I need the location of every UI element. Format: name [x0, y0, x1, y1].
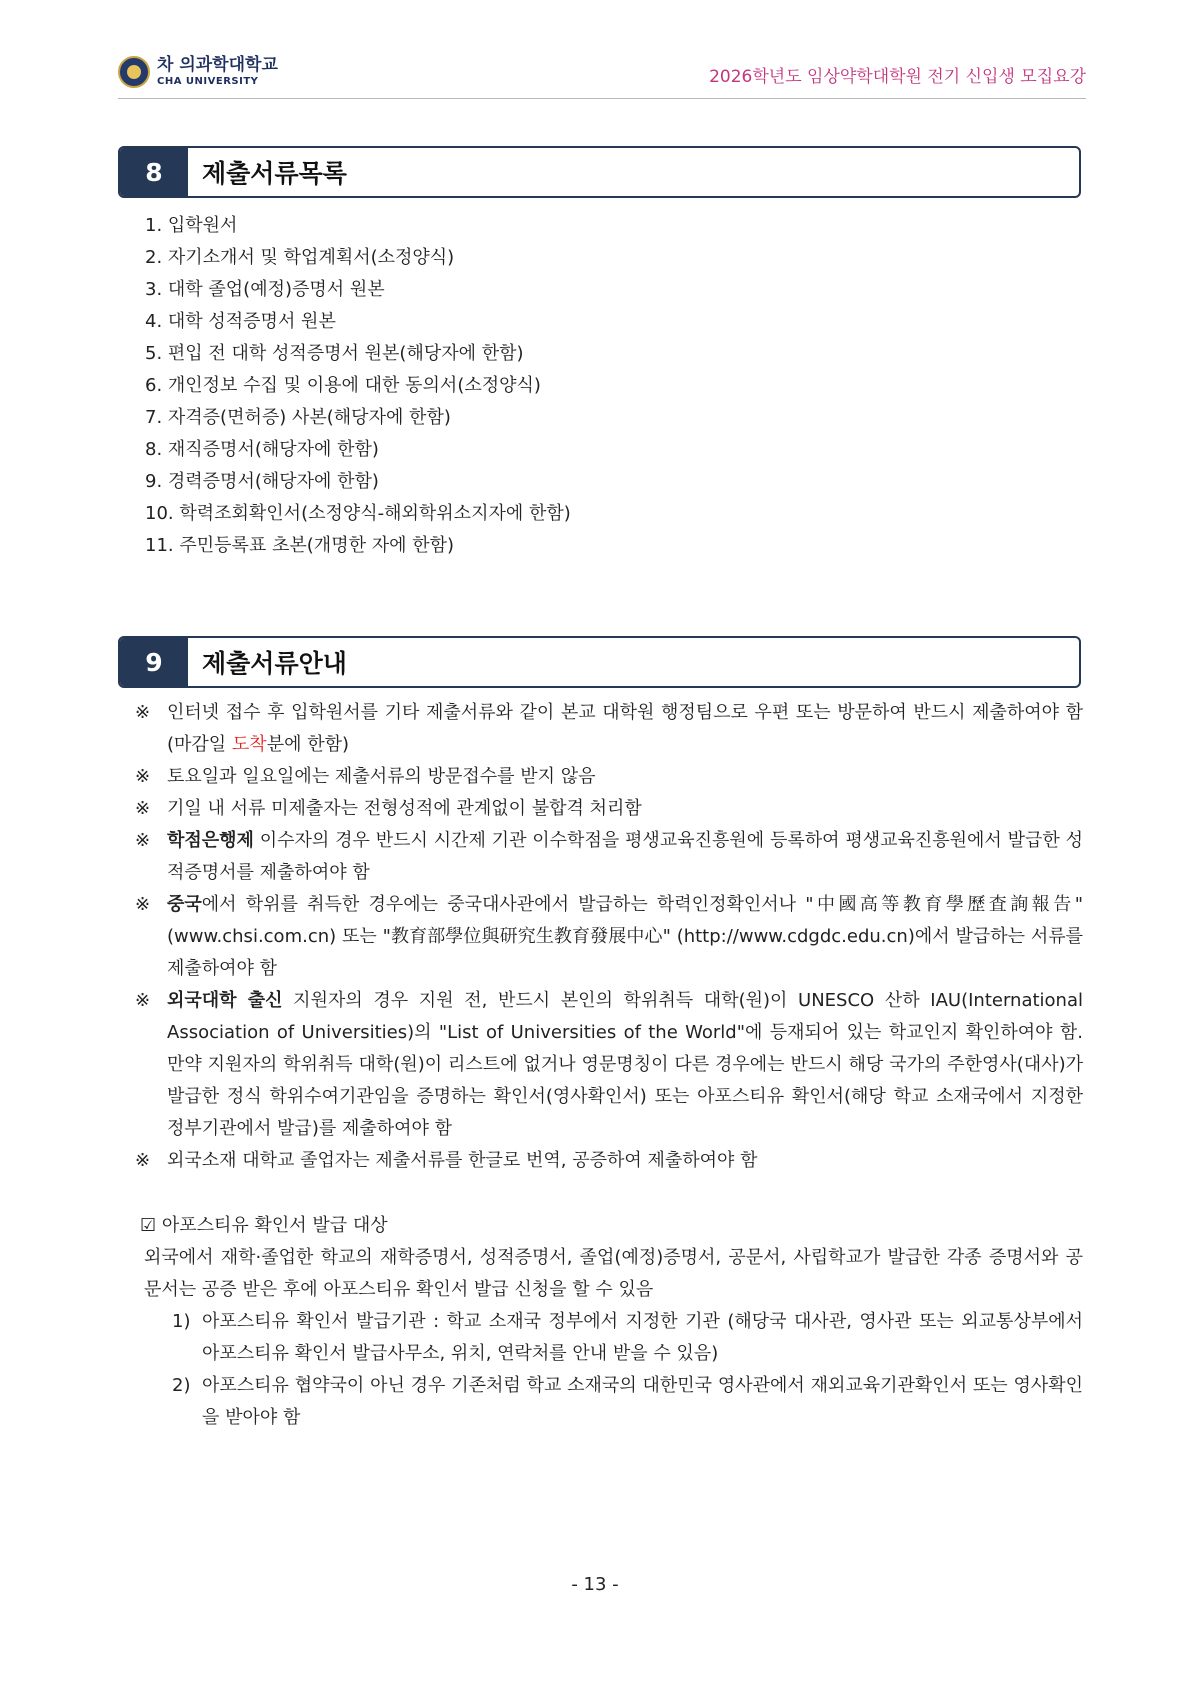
logo-korean-name: 차 의과학대학교 — [157, 55, 278, 75]
apostille-description: 외국에서 재학·졸업한 학교의 재학증명서, 성적증명서, 졸업(예정)증명서, 공문서, 사립학교가 발급한 각종 증명서와 공문서는 공증 받은 후에 아포스티유 확인서 발급 신청을 할 수 있음 — [144, 1247, 1083, 1300]
reference-mark-icon: ※ — [135, 798, 151, 819]
document-title: 2026학년도 임상약학대학원 전기 신입생 모집요강 — [709, 67, 1086, 87]
note-item: ※ 기일 내 서류 미제출자는 전형성적에 관계없이 불합격 처리함 — [135, 793, 1083, 825]
list-item: 9. 경력증명서(해당자에 한함) — [145, 471, 379, 492]
submission-notes — [135, 697, 1083, 1177]
note-item: ※ 인터넷 접수 후 입학원서를 기타 제출서류와 같이 본교 대학원 행정팀으로 우편 또는 방문하여 반드시 제출하여야 함(마감일 도착분에 한함) — [135, 697, 1083, 761]
reference-mark-icon: ※ — [135, 766, 151, 787]
section-9-heading — [118, 636, 1081, 688]
list-item: 6. 개인정보 수집 및 이용에 대한 동의서(소정양식) — [145, 375, 541, 396]
note-item: ※ 학점은행제 이수자의 경우 반드시 시간제 기관 이수학점을 평생교육진흥원에 등록하여 평생교육진흥원에서 발급한 성적증명서를 제출하여야 함 — [135, 825, 1083, 889]
note-item: ※ 외국소재 대학교 졸업자는 제출서류를 한글로 번역, 공증하여 제출하여야 함 — [135, 1145, 1083, 1177]
reference-mark-icon: ※ — [135, 990, 151, 1011]
apostille-item: 2) 아포스티유 협약국이 아닌 경우 기존처럼 학교 소재국의 대한민국 영사관에서 재외교육기관확인서 또는 영사확인을 받아야 함 — [172, 1370, 1083, 1434]
section-title: 제출서류목록 — [202, 159, 347, 188]
list-item: 7. 자격증(면허증) 사본(해당자에 한함) — [145, 407, 451, 428]
apostille-heading: ☑ 아포스티유 확인서 발급 대상 — [140, 1215, 388, 1236]
apostille-item: 1) 아포스티유 확인서 발급기관 : 학교 소재국 정부에서 지정한 기관 (해당국 대사관, 영사관 또는 외교통상부에서 아포스티유 확인서 발급사무소, 위치, 연락처를 안내 받을 수 있음) — [172, 1306, 1083, 1370]
reference-mark-icon: ※ — [135, 702, 151, 723]
reference-mark-icon: ※ — [135, 894, 151, 915]
note-item: ※ 토요일과 일요일에는 제출서류의 방문접수를 받지 않음 — [135, 761, 1083, 793]
list-item: 4. 대학 성적증명서 원본 — [145, 311, 336, 332]
section-8-heading — [118, 146, 1081, 198]
list-item: 1. 입학원서 — [145, 215, 238, 236]
apostille-list — [172, 1306, 1083, 1434]
list-item: 8. 재직증명서(해당자에 한함) — [145, 439, 379, 460]
section-number: 9 — [120, 638, 188, 686]
required-documents-list — [145, 210, 571, 562]
university-seal-icon — [118, 56, 150, 88]
emphasis-red: 도착 — [231, 734, 267, 755]
section-number: 8 — [120, 148, 188, 196]
emphasis-bold: 학점은행제 — [167, 830, 254, 851]
emphasis-bold: 중국 — [167, 894, 202, 915]
section-title: 제출서류안내 — [202, 649, 347, 678]
item-number: 1) — [172, 1311, 191, 1332]
emphasis-bold: 외국대학 출신 — [167, 990, 283, 1011]
note-item: ※ 중국에서 학위를 취득한 경우에는 중국대사관에서 발급하는 학력인정확인서나 "中國高等教育學歷査詢報告" (www.chsi.com.cn) 또는 "教育部學位與研究生教育發展中心" (http://www.cdgdc.edu.cn)에서 발급하는 서류를 제출하여야 함 — [135, 889, 1083, 985]
list-item: 11. 주민등록표 초본(개명한 자에 한함) — [145, 535, 454, 556]
reference-mark-icon: ※ — [135, 830, 151, 851]
page-number: - 13 - — [571, 1574, 619, 1595]
list-item: 3. 대학 졸업(예정)증명서 원본 — [145, 279, 385, 300]
reference-mark-icon: ※ — [135, 1150, 151, 1171]
list-item: 5. 편입 전 대학 성적증명서 원본(해당자에 한함) — [145, 343, 524, 364]
page-header — [118, 52, 1086, 99]
list-item: 2. 자기소개서 및 학업계획서(소정양식) — [145, 247, 455, 268]
note-item: ※ 외국대학 출신 지원자의 경우 지원 전, 반드시 본인의 학위취득 대학(원)이 UNESCO 산하 IAU(International Association of Universities)의 "List of Universities of the World"에 등재되어 있는 학교인지 확인하여야 함. 만약 지원자의 학위취득 대학(원)이 리스트에 없거나 영문명칭이 다른 경우에는 반드시 해당 국가의 주한영사(대사)가 발급한 정식 학위수여기관임을 증명하는 확인서(영사확인서) 또는 아포스티유 확인서(해당 학교 소재국에서 지정한 정부기관에서 발급)를 제출하여야 함 — [135, 985, 1083, 1145]
list-item: 10. 학력조회확인서(소정양식-해외학위소지자에 한함) — [145, 503, 571, 524]
logo-english-name: CHA UNIVERSITY — [157, 76, 259, 87]
item-number: 2) — [172, 1375, 191, 1396]
university-logo — [118, 56, 278, 88]
